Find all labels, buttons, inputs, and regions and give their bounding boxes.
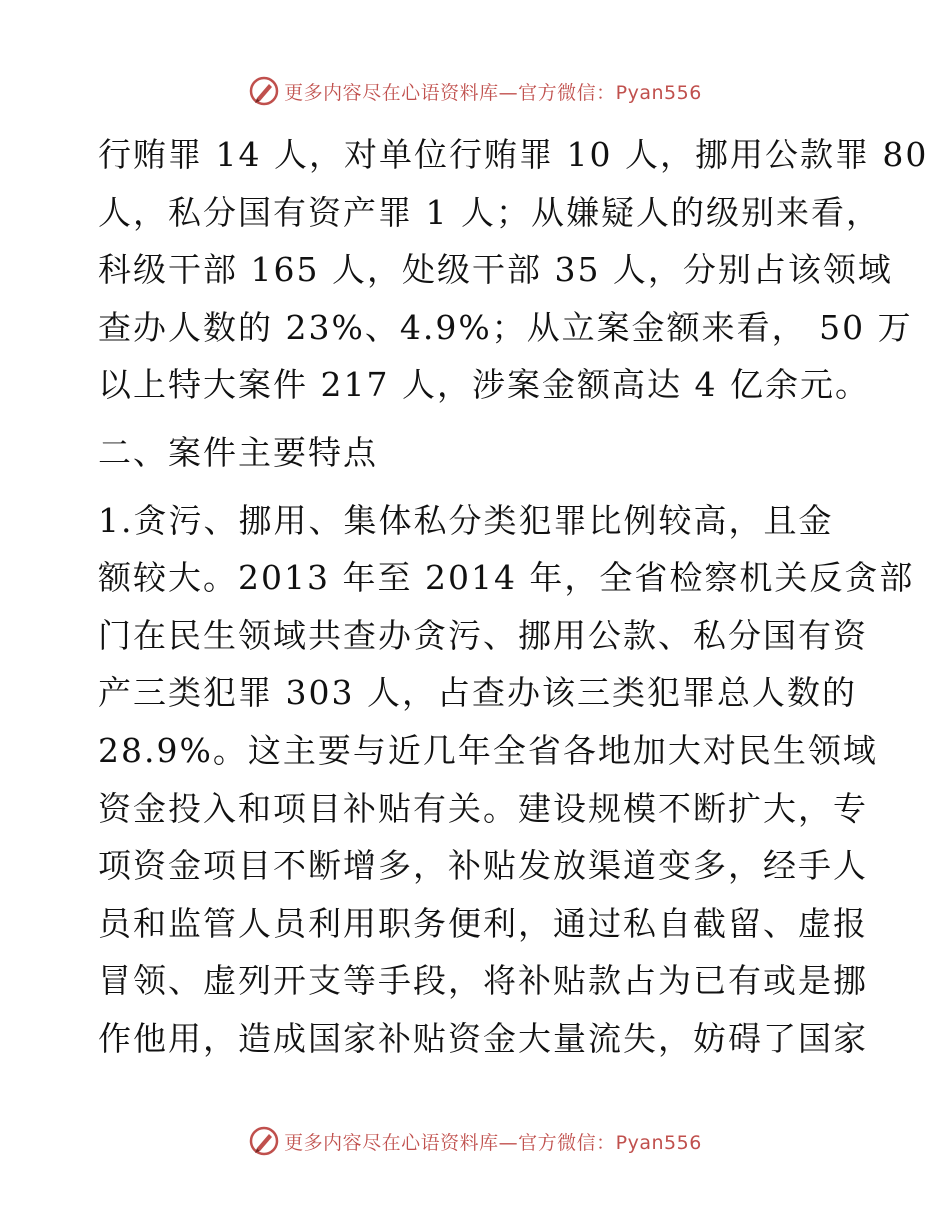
text-line: 查办人数的 23%、4.9%；从立案金额来看， 50 万 (98, 307, 913, 347)
text-line: 作他用，造成国家补贴资金大量流失，妨碍了国家 (98, 1018, 868, 1058)
text-line: 人，私分国有资产罪 1 人；从嫌疑人的级别来看， (98, 192, 881, 232)
text-line: 行贿罪 14 人，对单位行贿罪 10 人，挪用公款罪 80 (98, 135, 929, 174)
paragraph-feature-1 (98, 492, 915, 1068)
text-line: 以上特大案件 217 人，涉案金额高达 4 亿余元。 (98, 365, 870, 405)
document-body (98, 126, 929, 1068)
text-line: 门在民生领域共查办贪污、挪用公款、私分国有资 (98, 615, 868, 655)
text-line: 产三类犯罪 303 人，占查办该三类犯罪总人数的 (98, 673, 857, 713)
footer-watermark (0, 1124, 950, 1158)
text-line: 项资金项目不断增多，补贴发放渠道变多，经手人 (98, 846, 868, 886)
paragraph-statistics (98, 126, 929, 414)
text-line: 冒领、虚列开支等手段，将补贴款占为已有或是挪 (98, 961, 868, 1001)
watermark-text: 更多内容尽在心语资料库—官方微信：Pyan556 (284, 81, 702, 104)
section-heading (98, 424, 858, 482)
pen-logo-icon (248, 75, 280, 107)
text-line: 资金投入和项目补贴有关。建设规模不断扩大，专 (98, 788, 868, 828)
text-line: 额较大。2013 年至 2014 年，全省检察机关反贪部 (98, 558, 915, 598)
pen-logo-icon (248, 1125, 280, 1157)
header-watermark (0, 74, 950, 108)
text-line: 员和监管人员利用职务便利，通过私自截留、虚报 (98, 903, 868, 943)
text-line: 科级干部 165 人，处级干部 35 人，分别占该领域 (98, 250, 893, 290)
watermark-text: 更多内容尽在心语资料库—官方微信：Pyan556 (284, 1131, 702, 1154)
heading-line: 二、案件主要特点 (98, 432, 378, 472)
text-line: 28.9%。这主要与近几年全省各地加大对民生领域 (98, 730, 878, 770)
text-line: 1.贪污、挪用、集体私分类犯罪比例较高，且金 (98, 500, 834, 540)
